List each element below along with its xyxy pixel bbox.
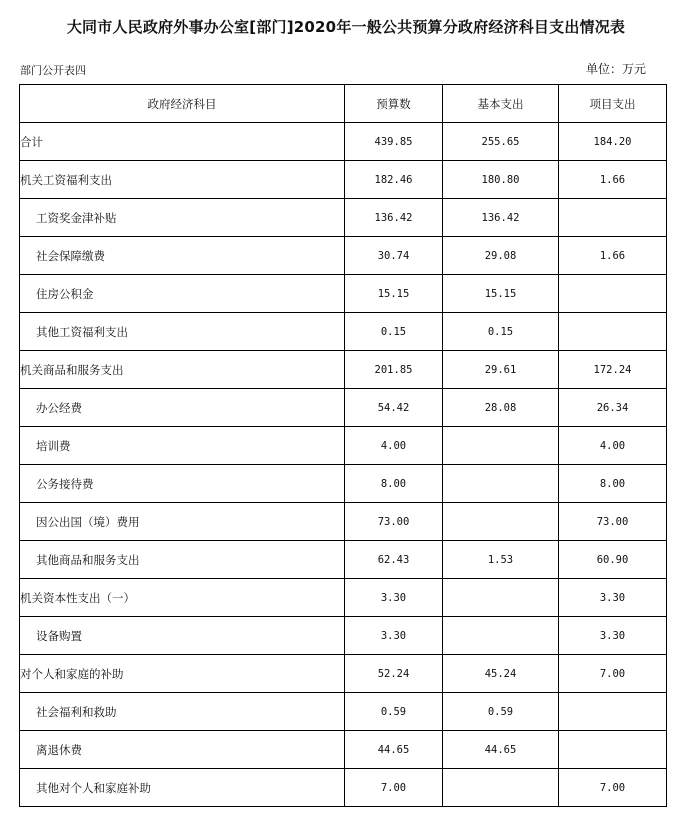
row-basic-cell: 0.59 [443,693,559,731]
row-category-cell: 机关商品和服务支出 [20,351,345,389]
row-project-cell: 3.30 [559,579,667,617]
row-category-cell: 对个人和家庭的补助 [20,655,345,693]
row-budget-cell: 52.24 [345,655,443,693]
table-row [20,389,667,427]
row-category-cell: 社会福利和救助 [20,693,345,731]
row-project-cell [559,731,667,769]
table-row [20,199,667,237]
row-basic-cell [443,617,559,655]
table-row [20,503,667,541]
row-basic-cell [443,769,559,807]
row-budget-cell: 15.15 [345,275,443,313]
table-row [20,731,667,769]
row-budget-cell: 73.00 [345,503,443,541]
table-row [20,579,667,617]
row-budget-cell: 54.42 [345,389,443,427]
row-budget-cell: 0.15 [345,313,443,351]
budget-table [19,84,667,807]
row-category-cell: 社会保障缴费 [20,237,345,275]
row-basic-cell [443,427,559,465]
row-category-cell: 培训费 [20,427,345,465]
row-budget-cell: 4.00 [345,427,443,465]
row-basic-cell: 29.08 [443,237,559,275]
row-category-cell: 其他对个人和家庭补助 [20,769,345,807]
row-category-cell: 机关资本性支出（一） [20,579,345,617]
row-project-cell: 184.20 [559,123,667,161]
row-budget-cell: 136.42 [345,199,443,237]
row-category-cell: 合计 [20,123,345,161]
row-basic-cell: 180.80 [443,161,559,199]
row-basic-cell: 45.24 [443,655,559,693]
row-category-cell: 办公经费 [20,389,345,427]
row-project-cell: 4.00 [559,427,667,465]
row-project-cell: 26.34 [559,389,667,427]
row-category-cell: 设备购置 [20,617,345,655]
row-basic-cell: 15.15 [443,275,559,313]
header-economic-category: 政府经济科目 [20,85,345,123]
row-basic-cell: 255.65 [443,123,559,161]
row-basic-cell: 29.61 [443,351,559,389]
row-project-cell: 60.90 [559,541,667,579]
table-row [20,769,667,807]
row-budget-cell: 201.85 [345,351,443,389]
table-row [20,465,667,503]
row-category-cell: 其他工资福利支出 [20,313,345,351]
table-row [20,275,667,313]
row-budget-cell: 44.65 [345,731,443,769]
row-category-cell: 公务接待费 [20,465,345,503]
header-budget: 预算数 [345,85,443,123]
table-row [20,655,667,693]
row-category-cell: 机关工资福利支出 [20,161,345,199]
table-row [20,693,667,731]
row-basic-cell [443,465,559,503]
row-budget-cell: 3.30 [345,579,443,617]
row-project-cell [559,313,667,351]
row-basic-cell: 1.53 [443,541,559,579]
row-category-cell: 其他商品和服务支出 [20,541,345,579]
row-project-cell: 172.24 [559,351,667,389]
row-budget-cell: 62.43 [345,541,443,579]
header-project-expenditure: 项目支出 [559,85,667,123]
row-category-cell: 工资奖金津补贴 [20,199,345,237]
row-category-cell: 因公出国（境）费用 [20,503,345,541]
header-basic-expenditure: 基本支出 [443,85,559,123]
row-project-cell: 3.30 [559,617,667,655]
row-basic-cell: 44.65 [443,731,559,769]
row-basic-cell: 0.15 [443,313,559,351]
row-basic-cell: 136.42 [443,199,559,237]
row-project-cell [559,275,667,313]
row-project-cell: 7.00 [559,655,667,693]
row-project-cell [559,199,667,237]
table-row [20,541,667,579]
row-basic-cell: 28.08 [443,389,559,427]
row-budget-cell: 0.59 [345,693,443,731]
table-row [20,237,667,275]
row-basic-cell [443,579,559,617]
row-project-cell: 73.00 [559,503,667,541]
table-row [20,617,667,655]
table-row [20,313,667,351]
row-basic-cell [443,503,559,541]
table-body [20,123,667,807]
table-number: 部门公开表四 [20,64,86,77]
unit-label: 单位：万元 [585,62,646,76]
table-row [20,427,667,465]
row-project-cell: 1.66 [559,161,667,199]
row-category-cell: 住房公积金 [20,275,345,313]
row-project-cell: 8.00 [559,465,667,503]
row-budget-cell: 8.00 [345,465,443,503]
row-project-cell: 7.00 [559,769,667,807]
table-header-row [20,85,667,123]
table-row [20,161,667,199]
row-budget-cell: 439.85 [345,123,443,161]
table-row [20,351,667,389]
row-project-cell [559,693,667,731]
page-title: 大同市人民政府外事办公室[部门]2020年一般公共预算分政府经济科目支出情况表 [66,18,626,36]
row-budget-cell: 30.74 [345,237,443,275]
row-category-cell: 离退休费 [20,731,345,769]
row-budget-cell: 7.00 [345,769,443,807]
row-project-cell: 1.66 [559,237,667,275]
table-row [20,123,667,161]
row-budget-cell: 3.30 [345,617,443,655]
row-budget-cell: 182.46 [345,161,443,199]
